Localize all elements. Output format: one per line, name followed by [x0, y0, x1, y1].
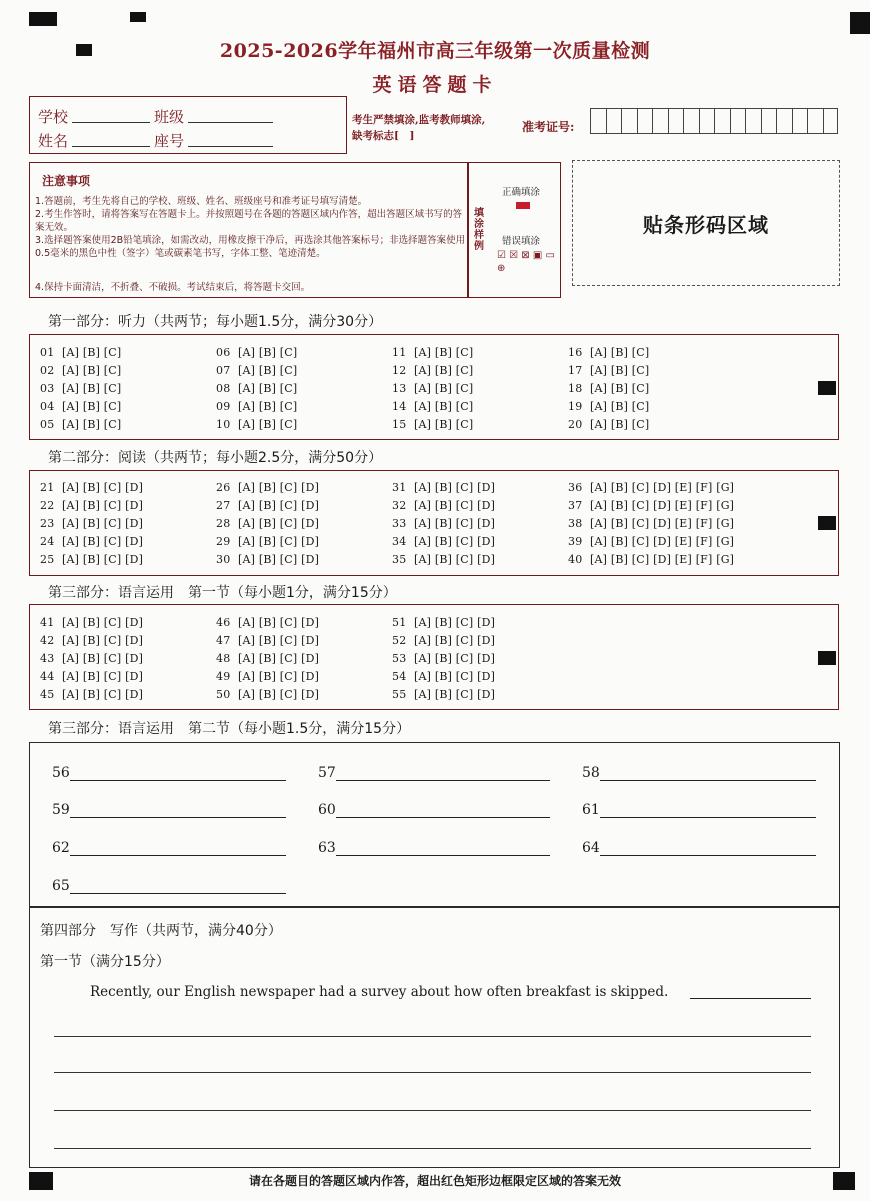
- question-number: 26: [216, 481, 231, 494]
- question-19[interactable]: [568, 400, 653, 413]
- question-51[interactable]: [392, 616, 499, 629]
- question-number: 02: [40, 364, 55, 377]
- question-53[interactable]: [392, 652, 499, 665]
- answer-options[interactable]: [A] [B] [C] [D]: [62, 553, 144, 566]
- blank-62-line[interactable]: [70, 855, 286, 856]
- answer-options[interactable]: [A] [B] [C]: [414, 400, 474, 413]
- question-number: 28: [216, 517, 231, 530]
- question-26[interactable]: [216, 481, 323, 494]
- answer-options[interactable]: [A] [B] [C] [D]: [414, 553, 496, 566]
- answer-options[interactable]: [A] [B] [C] [D]: [238, 535, 320, 548]
- question-42[interactable]: [40, 634, 147, 647]
- question-number: 36: [568, 481, 583, 494]
- answer-options[interactable]: [A] [B] [C] [D]: [238, 481, 320, 494]
- question-20[interactable]: [568, 418, 653, 431]
- question-number: 31: [392, 481, 407, 494]
- question-number: 52: [392, 634, 407, 647]
- answer-options[interactable]: [A] [B] [C] [D]: [238, 652, 320, 665]
- answer-options[interactable]: [A] [B] [C]: [590, 364, 650, 377]
- answer-options[interactable]: [A] [B] [C]: [414, 418, 474, 431]
- notice-title: 注意事项: [42, 174, 91, 188]
- question-14[interactable]: [392, 400, 477, 413]
- question-45[interactable]: [40, 688, 147, 701]
- question-number: 41: [40, 616, 55, 629]
- question-15[interactable]: [392, 418, 477, 431]
- class-field[interactable]: [188, 122, 273, 123]
- question-number: 03: [40, 382, 55, 395]
- answer-options[interactable]: [A] [B] [C]: [238, 346, 298, 359]
- answer-options[interactable]: [A] [B] [C] [D]: [62, 634, 144, 647]
- blank-58-line[interactable]: [600, 780, 816, 781]
- question-41[interactable]: [40, 616, 147, 629]
- blank-59-number: 59: [52, 802, 70, 818]
- question-number: 25: [40, 553, 55, 566]
- page-title: 2025-2026学年福州市高三年级第一次质量检测: [219, 40, 651, 62]
- question-number: 15: [392, 418, 407, 431]
- writing-line[interactable]: [54, 1036, 811, 1037]
- blank-56-number: 56: [52, 765, 70, 781]
- question-number: 04: [40, 400, 55, 413]
- question-number: 44: [40, 670, 55, 683]
- answer-options[interactable]: [A] [B] [C]: [590, 382, 650, 395]
- answer-options[interactable]: [A] [B] [C]: [238, 382, 298, 395]
- question-40[interactable]: [568, 553, 738, 566]
- question-number: 09: [216, 400, 231, 413]
- ticket-number-grid[interactable]: [590, 108, 838, 134]
- question-number: 40: [568, 553, 583, 566]
- question-06[interactable]: [216, 346, 301, 359]
- seat-field[interactable]: [188, 146, 273, 147]
- answer-options[interactable]: [A] [B] [C]: [590, 346, 650, 359]
- answer-options[interactable]: [A] [B] [C] [D] [E] [F] [G]: [590, 499, 735, 512]
- question-number: 10: [216, 418, 231, 431]
- question-number: 45: [40, 688, 55, 701]
- writing-line[interactable]: [54, 1148, 811, 1149]
- question-number: 54: [392, 670, 407, 683]
- registration-mark-top-left-2: [130, 12, 146, 22]
- question-number: 11: [392, 346, 407, 359]
- seat-label: 座号: [154, 132, 185, 150]
- writing-section-title: 第四部分 写作（共两节，满分40分）: [40, 923, 282, 939]
- writing-prompt-line[interactable]: [690, 998, 811, 999]
- school-label: 学校: [38, 108, 69, 126]
- question-30[interactable]: [216, 553, 323, 566]
- question-number: 47: [216, 634, 231, 647]
- question-number: 14: [392, 400, 407, 413]
- question-number: 38: [568, 517, 583, 530]
- question-04[interactable]: [40, 400, 125, 413]
- question-31[interactable]: [392, 481, 499, 494]
- question-number: 30: [216, 553, 231, 566]
- question-number: 55: [392, 688, 407, 701]
- writing-line[interactable]: [54, 1072, 811, 1073]
- question-number: 29: [216, 535, 231, 548]
- answer-options[interactable]: [A] [B] [C] [D]: [62, 535, 144, 548]
- answer-options[interactable]: [A] [B] [C]: [414, 382, 474, 395]
- question-02[interactable]: [40, 364, 125, 377]
- answer-options[interactable]: [A] [B] [C]: [238, 400, 298, 413]
- question-number: 35: [392, 553, 407, 566]
- question-number: 37: [568, 499, 583, 512]
- listening-section-title: 第一部分：听力（共两节；每小题1.5分，满分30分）: [48, 314, 383, 330]
- answer-options[interactable]: [A] [B] [C] [D]: [62, 481, 144, 494]
- blank-60-number: 60: [318, 802, 336, 818]
- registration-mark-top-left: [29, 12, 57, 26]
- question-number: 39: [568, 535, 583, 548]
- answer-options[interactable]: [A] [B] [C] [D]: [238, 634, 320, 647]
- answer-options[interactable]: [A] [B] [C]: [62, 346, 122, 359]
- question-number: 22: [40, 499, 55, 512]
- barcode-area: 贴条形码区域: [572, 160, 840, 286]
- question-21[interactable]: [40, 481, 147, 494]
- question-11[interactable]: [392, 346, 477, 359]
- question-number: 53: [392, 652, 407, 665]
- blank-58-number: 58: [582, 765, 600, 781]
- question-49[interactable]: [216, 670, 323, 683]
- question-09[interactable]: [216, 400, 301, 413]
- question-number: 27: [216, 499, 231, 512]
- question-46[interactable]: [216, 616, 323, 629]
- answer-options[interactable]: [A] [B] [C]: [62, 418, 122, 431]
- answer-options[interactable]: [A] [B] [C] [D]: [62, 670, 144, 683]
- answer-options[interactable]: [A] [B] [C] [D]: [62, 652, 144, 665]
- question-number: 07: [216, 364, 231, 377]
- question-34[interactable]: [392, 535, 499, 548]
- question-number: 23: [40, 517, 55, 530]
- question-number: 17: [568, 364, 583, 377]
- question-number: 34: [392, 535, 407, 548]
- answer-options[interactable]: [A] [B] [C] [D]: [414, 634, 496, 647]
- ticket-number-label: 准考证号:: [522, 120, 575, 134]
- answer-options[interactable]: [A] [B] [C]: [238, 418, 298, 431]
- absent-mark-label[interactable]: 缺考标志[ ]: [352, 130, 415, 142]
- question-24[interactable]: [40, 535, 147, 548]
- answer-options[interactable]: [A] [B] [C] [D]: [414, 517, 496, 530]
- writing-line[interactable]: [54, 1110, 811, 1111]
- name-field[interactable]: [72, 146, 150, 147]
- answer-options[interactable]: [A] [B] [C]: [590, 418, 650, 431]
- question-03[interactable]: [40, 382, 125, 395]
- question-01[interactable]: [40, 346, 125, 359]
- answer-options[interactable]: [A] [B] [C] [D]: [62, 517, 144, 530]
- question-number: 08: [216, 382, 231, 395]
- page-subtitle: 英语答题卡: [372, 74, 498, 96]
- blank-57-number: 57: [318, 765, 336, 781]
- answer-options[interactable]: [A] [B] [C]: [414, 364, 474, 377]
- class-label: 班级: [154, 108, 185, 126]
- question-number: 42: [40, 634, 55, 647]
- footer-note: 请在各题目的答题区域内作答，超出红色矩形边框限定区域的答案无效: [248, 1174, 621, 1188]
- question-54[interactable]: [392, 670, 499, 683]
- question-05[interactable]: [40, 418, 125, 431]
- question-07[interactable]: [216, 364, 301, 377]
- question-08[interactable]: [216, 382, 301, 395]
- question-39[interactable]: [568, 535, 738, 548]
- answer-options[interactable]: [A] [B] [C] [D]: [238, 517, 320, 530]
- reading-section-title: 第二部分：阅读（共两节；每小题2.5分，满分50分）: [48, 450, 383, 466]
- notice-item-3: 3.选择题答案使用2B铅笔填涂，如需改动，用橡皮擦干净后，再选涂其他答案标号；非选择题答案使用0.5毫米的黑色中性（签字）笔或碳素笔书写，字体工整、笔迹清楚。: [35, 235, 466, 259]
- question-number: 48: [216, 652, 231, 665]
- question-number: 32: [392, 499, 407, 512]
- question-25[interactable]: [40, 553, 147, 566]
- question-number: 12: [392, 364, 407, 377]
- notice-item-1: 1.答题前，考生先将自己的学校、班级、姓名、班级座号和准考证号填写清楚。: [35, 196, 368, 207]
- blank-63-line[interactable]: [336, 855, 550, 856]
- question-18[interactable]: [568, 382, 653, 395]
- blank-59-line[interactable]: [70, 817, 286, 818]
- answer-options[interactable]: [A] [B] [C] [D]: [238, 688, 320, 701]
- answer-options[interactable]: [A] [B] [C] [D]: [238, 670, 320, 683]
- wrong-fill-samples: ☑ ☒ ⊠ ▣ ▭ ⊕: [497, 250, 555, 274]
- question-number: 01: [40, 346, 55, 359]
- question-38[interactable]: [568, 517, 738, 530]
- answer-options[interactable]: [A] [B] [C] [D]: [414, 535, 496, 548]
- question-number: 05: [40, 418, 55, 431]
- answer-options[interactable]: [A] [B] [C] [D]: [414, 499, 496, 512]
- question-29[interactable]: [216, 535, 323, 548]
- question-23[interactable]: [40, 517, 147, 530]
- question-52[interactable]: [392, 634, 499, 647]
- writing-subsection-title: 第一节（满分15分）: [40, 954, 170, 970]
- answer-options[interactable]: [A] [B] [C]: [590, 400, 650, 413]
- question-44[interactable]: [40, 670, 147, 683]
- blank-65-line[interactable]: [70, 893, 286, 894]
- answer-options[interactable]: [A] [B] [C]: [62, 364, 122, 377]
- answer-options[interactable]: [A] [B] [C] [D]: [62, 499, 144, 512]
- question-number: 43: [40, 652, 55, 665]
- blank-56-line[interactable]: [70, 780, 286, 781]
- answer-options[interactable]: [A] [B] [C] [D]: [62, 616, 144, 629]
- blank-57-line[interactable]: [336, 780, 550, 781]
- blank-64-number: 64: [582, 840, 600, 856]
- question-number: 49: [216, 670, 231, 683]
- answer-options[interactable]: [A] [B] [C] [D]: [414, 670, 496, 683]
- question-number: 46: [216, 616, 231, 629]
- question-47[interactable]: [216, 634, 323, 647]
- question-55[interactable]: [392, 688, 499, 701]
- answer-options[interactable]: [A] [B] [C]: [414, 346, 474, 359]
- question-33[interactable]: [392, 517, 499, 530]
- question-48[interactable]: [216, 652, 323, 665]
- correct-fill-label: 正确填涂: [502, 187, 541, 198]
- question-number: 24: [40, 535, 55, 548]
- question-27[interactable]: [216, 499, 323, 512]
- wrong-fill-label: 错误填涂: [502, 236, 541, 247]
- blank-65-number: 65: [52, 878, 70, 894]
- question-43[interactable]: [40, 652, 147, 665]
- school-field[interactable]: [72, 122, 150, 123]
- notice-item-2: 2.考生作答时，请将答案写在答题卡上。并按照题号在各题的答题区域内作答，超出答题区域书写的答案无效。: [35, 209, 463, 233]
- question-50[interactable]: [216, 688, 323, 701]
- question-32[interactable]: [392, 499, 499, 512]
- blank-64-line[interactable]: [600, 855, 816, 856]
- blank-62-number: 62: [52, 840, 70, 856]
- answer-options[interactable]: [A] [B] [C]: [62, 382, 122, 395]
- question-16[interactable]: [568, 346, 653, 359]
- blank-60-line[interactable]: [336, 817, 550, 818]
- question-number: 20: [568, 418, 583, 431]
- answer-options[interactable]: [A] [B] [C] [D] [E] [F] [G]: [590, 481, 735, 494]
- answer-options[interactable]: [A] [B] [C]: [62, 400, 122, 413]
- language2-section-title: 第三部分：语言运用 第二节（每小题1.5分，满分15分）: [48, 721, 411, 737]
- answer-options[interactable]: [A] [B] [C] [D]: [238, 499, 320, 512]
- question-number: 50: [216, 688, 231, 701]
- answer-options[interactable]: [A] [B] [C] [D]: [414, 481, 496, 494]
- blank-61-line[interactable]: [600, 817, 816, 818]
- fill-sample-label: 填涂样例: [474, 208, 484, 252]
- question-13[interactable]: [392, 382, 477, 395]
- writing-prompt: Recently, our English newspaper had a survey about how often breakfast is skipped.: [90, 984, 669, 1000]
- question-37[interactable]: [568, 499, 738, 512]
- question-12[interactable]: [392, 364, 477, 377]
- answer-options[interactable]: [A] [B] [C]: [238, 364, 298, 377]
- answer-options[interactable]: [A] [B] [C] [D] [E] [F] [G]: [590, 553, 735, 566]
- answer-options[interactable]: [A] [B] [C] [D]: [62, 688, 144, 701]
- correct-fill-sample: [516, 202, 530, 209]
- answer-options[interactable]: [A] [B] [C] [D]: [414, 616, 496, 629]
- blank-63-number: 63: [318, 840, 336, 856]
- question-number: 16: [568, 346, 583, 359]
- blank-61-number: 61: [582, 802, 600, 818]
- notice-divider: [467, 162, 469, 298]
- question-number: 13: [392, 382, 407, 395]
- answer-options[interactable]: [A] [B] [C] [D] [E] [F] [G]: [590, 535, 735, 548]
- name-label: 姓名: [38, 132, 69, 150]
- question-number: 06: [216, 346, 231, 359]
- question-22[interactable]: [40, 499, 147, 512]
- answer-options[interactable]: [A] [B] [C] [D]: [238, 553, 320, 566]
- writing-divider: [29, 906, 840, 908]
- question-number: 19: [568, 400, 583, 413]
- question-36[interactable]: [568, 481, 738, 494]
- question-number: 21: [40, 481, 55, 494]
- registration-mark-top-right: [850, 12, 870, 34]
- language1-section-title: 第三部分：语言运用 第一节（每小题1分，满分15分）: [48, 585, 397, 601]
- question-number: 51: [392, 616, 407, 629]
- answer-options[interactable]: [A] [B] [C] [D]: [414, 688, 496, 701]
- answer-options[interactable]: [A] [B] [C] [D] [E] [F] [G]: [590, 517, 735, 530]
- question-17[interactable]: [568, 364, 653, 377]
- question-number: 18: [568, 382, 583, 395]
- proctor-note-line1: 考生严禁填涂,监考教师填涂,: [352, 114, 486, 126]
- answer-options[interactable]: [A] [B] [C] [D]: [414, 652, 496, 665]
- question-10[interactable]: [216, 418, 301, 431]
- answer-options[interactable]: [A] [B] [C] [D]: [238, 616, 320, 629]
- notice-item-4: 4.保持卡面清洁，不折叠、不破损。考试结束后，将答题卡交回。: [35, 282, 311, 293]
- question-35[interactable]: [392, 553, 499, 566]
- question-number: 33: [392, 517, 407, 530]
- question-28[interactable]: [216, 517, 323, 530]
